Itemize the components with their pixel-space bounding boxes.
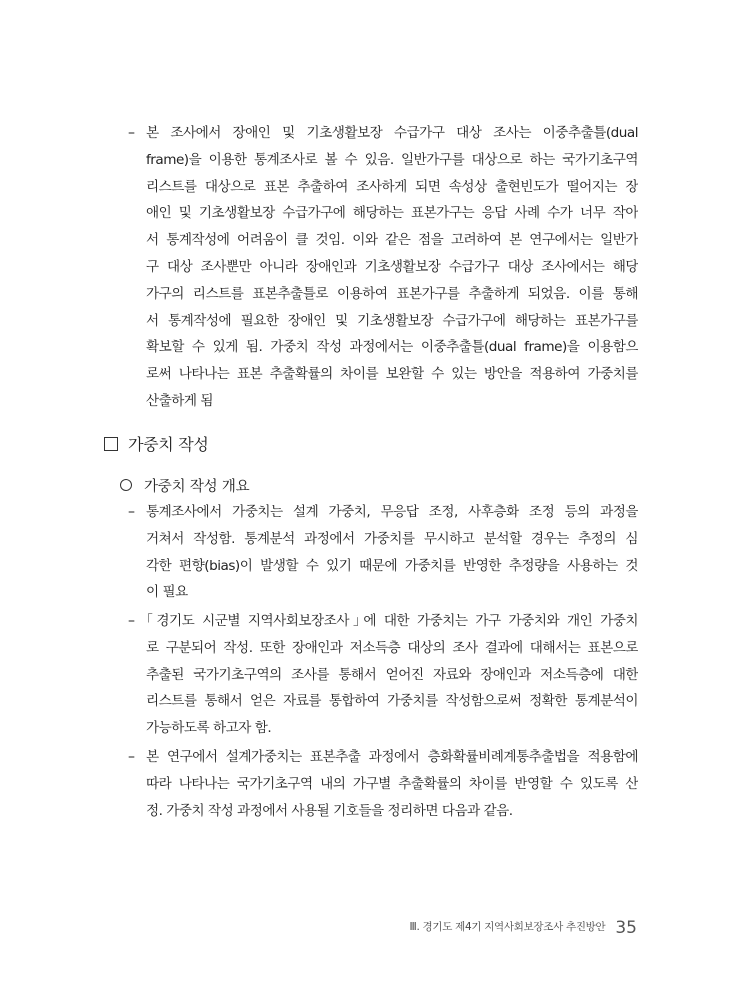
text-line: 본 연구에서 설계가중치는 표본추출 과정에서 층화확률비례계통추출법을 적용함에 (146, 749, 638, 765)
text-line: 애인 및 기초생활보장 수급가구에 해당하는 표본가구는 응답 사례 수가 너무 작아 (146, 205, 638, 222)
text-line: 리스트를 대상으로 표본 추출하여 조사하게 되면 속성상 출현빈도가 떨어지는 장 (146, 178, 638, 195)
text-line: 산출하게 됨 (146, 392, 213, 409)
text-line: 로 구분되어 작성. 또한 장애인과 저소득층 대상의 조사 결과에 대해서는 표본으로 (146, 639, 638, 656)
text-line: frame)을 이용한 통계조사로 볼 수 있음. 일반가구를 대상으로 하는 국가기초구역 (146, 151, 638, 168)
paragraph-lines (146, 744, 638, 824)
square-bullet-icon (104, 437, 118, 451)
text-line: 확보할 수 있게 됨. 가중치 작성 과정에서는 이중추출틀(dual frame)을 이용함으 (146, 339, 638, 356)
bullet-paragraph-household-weights (128, 608, 638, 742)
text-line: 정. 가중치 작성 과정에서 사용될 기호들을 정리하면 다음과 같음. (146, 802, 513, 819)
circle-bullet-icon (120, 479, 132, 491)
text-line: 통계조사에서 가중치는 설계 가중치, 무응답 조정, 사후층화 조정 등의 과정을 (146, 504, 638, 520)
dash-bullet: – (128, 125, 135, 141)
text-line: 본 조사에서 장애인 및 기초생활보장 수급가구 대상 조사는 이중추출틀(dual (146, 125, 638, 141)
text-line: 서 통계작성에 필요한 장애인 및 기초생활보장 수급가구에 해당하는 표본가구를 (146, 312, 638, 329)
text-line: 리스트를 통해서 얻은 자료를 통합하여 가중치를 작성함으로써 정확한 통계분석이 (146, 693, 638, 710)
bullet-paragraph-dual-frame (128, 120, 638, 415)
dash-bullet: – (128, 749, 135, 765)
text-line: 거쳐서 작성함. 통계분석 과정에서 가중치를 무시하고 분석할 경우는 추정의 심 (146, 530, 638, 547)
paragraph-lines (146, 608, 638, 742)
text-line: ｢경기도 시군별 지역사회보장조사｣에 대한 가중치는 가구 가중치와 개인 가중치 (146, 613, 638, 629)
text-line: 각한 편향(bias)이 발생할 수 있기 때문에 가중치를 반영한 추정량을 사용하는 것 (146, 557, 638, 574)
paragraph-lines (146, 499, 638, 606)
section-heading-text: 가중치 작성 (128, 435, 209, 454)
page-number: 35 (615, 918, 637, 938)
bullet-paragraph-design-weights (128, 744, 638, 824)
text-line: 서 통계작성에 어려움이 클 것임. 이와 같은 점을 고려하여 본 연구에서는 일반가 (146, 232, 638, 249)
text-line: 따라 나타나는 국가기초구역 내의 가구별 추출확률의 차이를 반영할 수 있도록 산 (146, 775, 638, 792)
dash-bullet: – (128, 504, 135, 520)
sub-heading (120, 474, 249, 500)
footer-chapter-title: Ⅲ. 경기도 제4기 지역사회보장조사 추진방안 (409, 921, 606, 933)
dash-bullet: – (128, 613, 135, 629)
section-heading (104, 432, 209, 458)
text-line: 구 대상 조사뿐만 아니라 장애인과 기초생활보장 수급가구 대상 조사에서는 해당 (146, 258, 638, 275)
text-line: 가구의 리스트를 표본추출틀로 이용하여 표본가구를 추출하게 되었음. 이를 통해 (146, 285, 638, 302)
page-footer (410, 918, 637, 938)
paragraph-lines (146, 120, 638, 415)
text-line: 추출된 국가기초구역의 조사를 통해서 얻어진 자료와 장애인과 저소득층에 대한 (146, 666, 638, 683)
text-line: 로써 나타나는 표본 추출확률의 차이를 보완할 수 있는 방안을 적용하여 가중치를 (146, 366, 638, 383)
sub-heading-text: 가중치 작성 개요 (144, 479, 250, 495)
bullet-paragraph-weights-overview (128, 499, 638, 606)
text-line: 이 필요 (146, 584, 188, 601)
text-line: 가능하도록 하고자 함. (146, 720, 272, 737)
